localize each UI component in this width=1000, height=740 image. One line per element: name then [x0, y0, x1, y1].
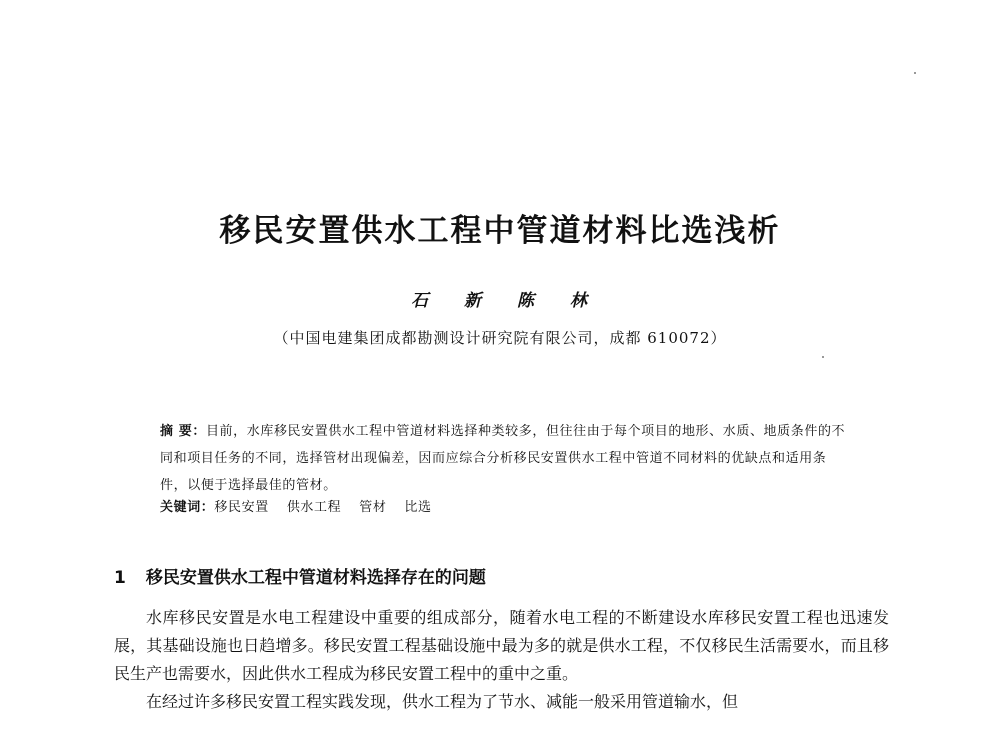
section-number: 1: [114, 568, 126, 588]
keyword: 管材: [359, 500, 387, 515]
scan-speck: [822, 356, 824, 358]
keywords-label: 关键词：: [160, 500, 215, 515]
affiliation: （中国电建集团成都勘测设计研究院有限公司，成都 610072）: [273, 329, 727, 347]
keywords: [160, 496, 450, 515]
keyword: 比选: [404, 500, 432, 515]
section-body: [114, 604, 889, 716]
paper-title: 移民安置供水工程中管道材料比选浅析: [219, 213, 781, 249]
abstract: [160, 418, 850, 499]
body-paragraph: 水库移民安置是水电工程建设中重要的组成部分，随着水电工程的不断建设水库移民安置工程也迅速发展，其基础设施也日趋增多。移民安置工程基础设施中最为多的就是供水工程，不仅移民生活需要水，而且移民生产也需要水，因此供水工程成为移民安置工程中的重中之重。: [114, 608, 889, 683]
body-paragraph: 在经过许多移民安置工程实践发现，供水工程为了节水、减能一般采用管道输水，但: [146, 692, 739, 711]
scan-speck: [914, 72, 916, 74]
section-title: 移民安置供水工程中管道材料选择存在的问题: [145, 568, 486, 588]
section-heading: [114, 563, 486, 588]
keyword: 移民安置: [214, 500, 269, 515]
abstract-label: 摘 要：: [160, 424, 206, 439]
abstract-text: 目前，水库移民安置供水工程中管道材料选择种类较多，但往往由于每个项目的地形、水质、地质条件的不同和项目任务的不同，选择管材出现偏差，因而应综合分析移民安置供水工程中管道不同材料的优缺点和适用条件，以便于选择最佳的管材。: [160, 424, 846, 493]
authors: 石 新 陈 林: [411, 291, 589, 311]
keyword: 供水工程: [286, 500, 342, 515]
